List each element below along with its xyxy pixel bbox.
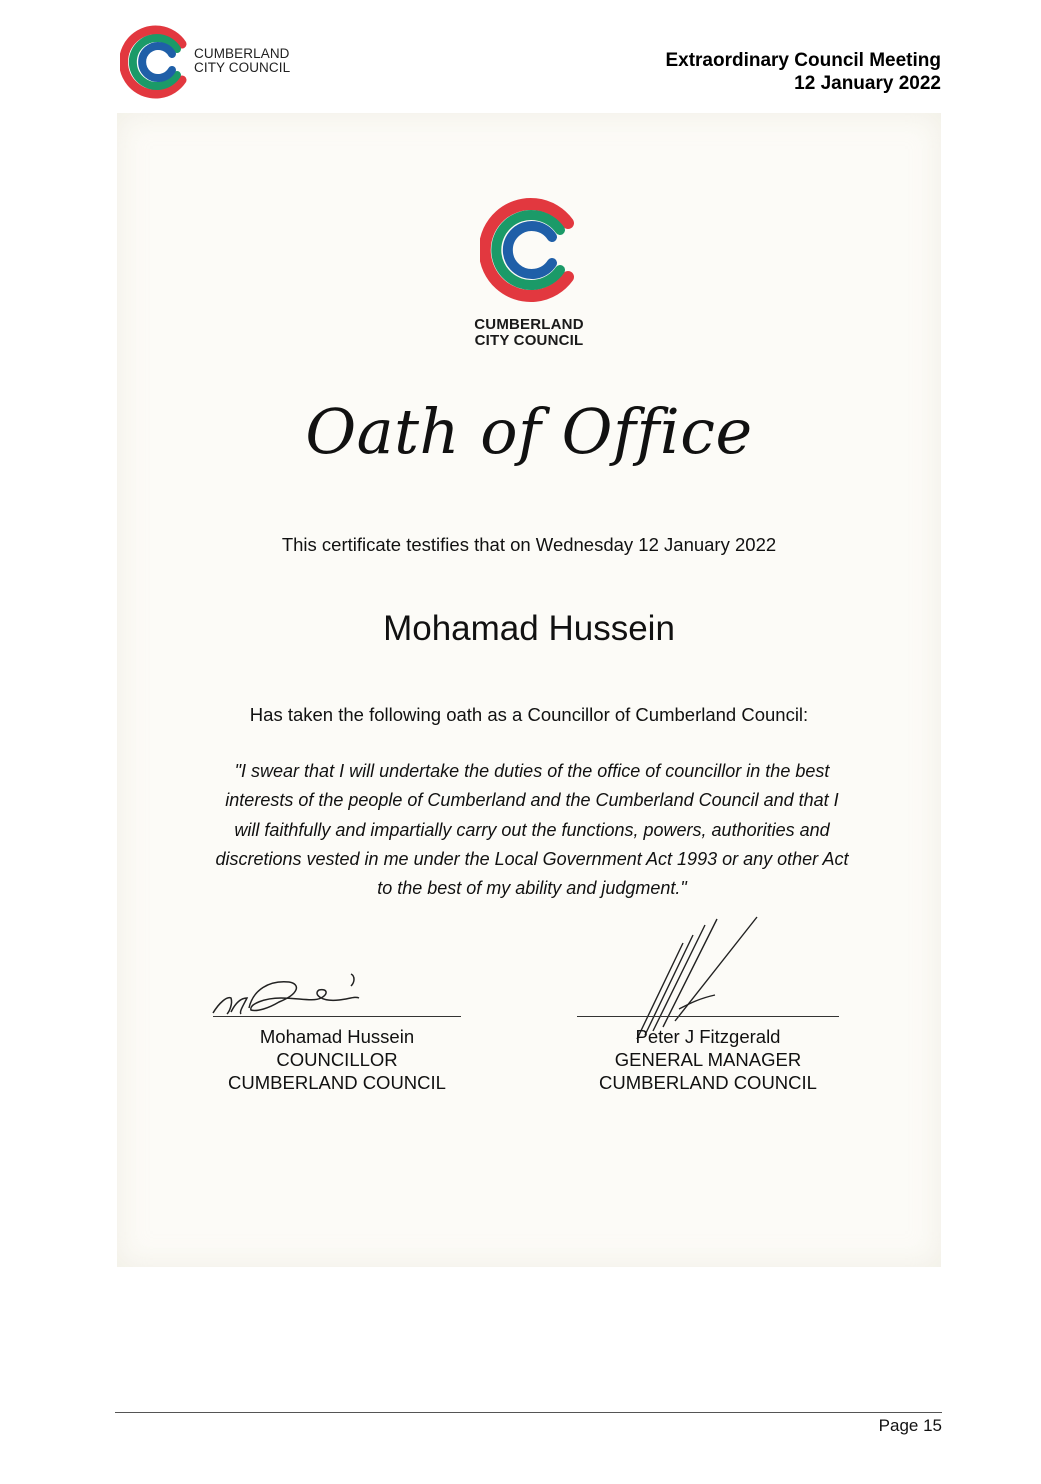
signature-line-left xyxy=(213,1016,461,1017)
signatory-org: CUMBERLAND COUNCIL xyxy=(228,1072,446,1093)
header-logo-text xyxy=(194,47,290,75)
meeting-info xyxy=(665,49,941,95)
header-logo-line1: CUMBERLAND xyxy=(194,46,290,61)
council-logo-icon xyxy=(120,22,192,102)
page-number: Page 15 xyxy=(878,1416,942,1435)
certificate-logo-text xyxy=(117,317,941,349)
testify-statement: This certificate testifies that on Wednesday 12 January 2022 xyxy=(281,534,777,555)
signatory-name: Peter J Fitzgerald xyxy=(635,1026,781,1047)
header-logo xyxy=(120,22,310,102)
header-logo-line2: CITY COUNCIL xyxy=(194,60,291,75)
meeting-title: Extraordinary Council Meeting xyxy=(665,50,941,71)
signatory-name: Mohamad Hussein xyxy=(259,1026,415,1047)
footer-divider xyxy=(115,1412,942,1413)
oath-intro: Has taken the following oath as a Councillor of Cumberland Council: xyxy=(249,704,809,725)
certificate xyxy=(117,113,941,1267)
certificate-logo-line1: CUMBERLAND xyxy=(474,316,584,333)
recipient-name: Mohamad Hussein xyxy=(383,609,675,648)
signatory-role: GENERAL MANAGER xyxy=(614,1049,802,1070)
signatory-councillor xyxy=(187,1025,487,1094)
signature-line-right xyxy=(577,1016,839,1017)
certificate-logo-icon xyxy=(480,195,578,305)
oath-text: "I swear that I will undertake the duties of the office of councillor in the best interests of the people of Cumberland and the Cumberland Council and that I will faithfully and impartially carry out the functions, powers, authorities and discretions vested in me under the Local Government Act 1993 or any other Act to the best of my ability and judgment." xyxy=(215,761,849,899)
meeting-date: 12 January 2022 xyxy=(794,73,941,94)
general-manager-signature-icon xyxy=(617,913,767,1043)
signatory-org: CUMBERLAND COUNCIL xyxy=(599,1072,817,1093)
councillor-signature-icon xyxy=(209,968,369,1020)
certificate-title: Oath of Office xyxy=(305,395,753,468)
signatory-role: COUNCILLOR xyxy=(276,1049,398,1070)
signatory-general-manager xyxy=(558,1025,858,1094)
certificate-logo-line2: CITY COUNCIL xyxy=(474,332,584,349)
